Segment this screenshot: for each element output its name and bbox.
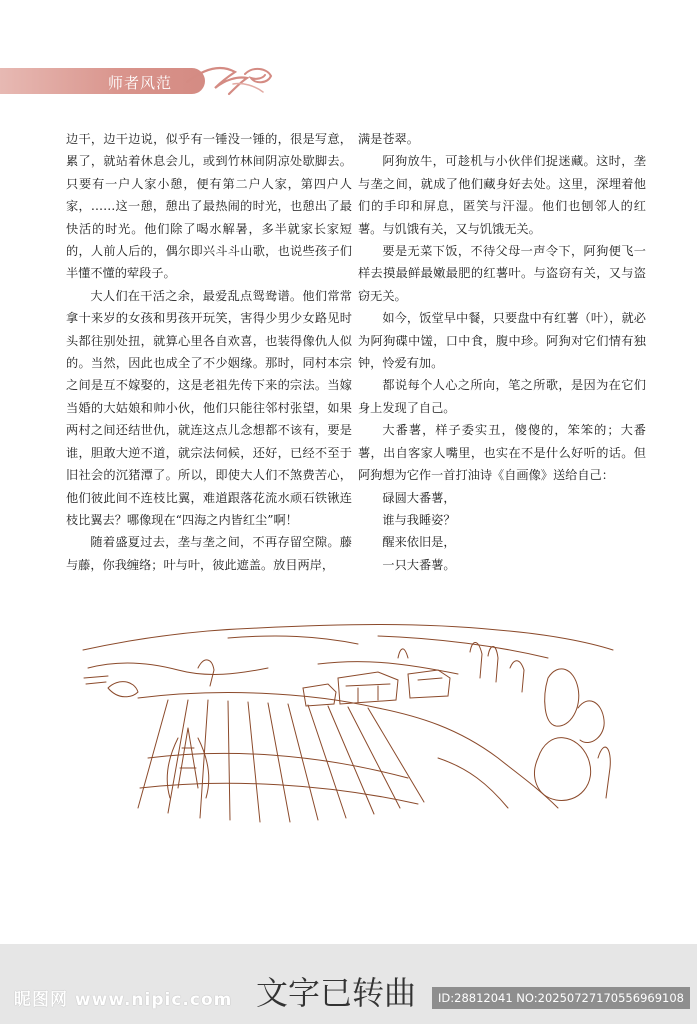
paragraph: 要是无菜下饭，不待父母一声令下，阿狗便飞一样去摸最鲜最嫩最肥的红薯叶。与盗窃有关，又与盗窃无关。 — [358, 244, 646, 303]
paragraph: 随着盛夏过去，垄与垄之间，不再存留空隙。藤与藤，你我缠络；叶与叶，彼此遮盖。放目两岸， — [66, 535, 352, 572]
poem-line: 碌圆大番薯， — [382, 490, 456, 505]
section-banner — [0, 68, 205, 94]
left-text-column — [66, 128, 352, 576]
right-text-column — [358, 128, 646, 576]
countryside-field-sketch — [78, 608, 618, 833]
swallow-ornament-icon — [185, 58, 277, 98]
paragraph: 大人们在干活之余，最爱乱点鸳鸯谱。他们常常拿十来岁的女孩和男孩开玩笑，害得少男少女路见时头都往别处扭，就算心里各自欢喜，也装得像仇人似的。当然，因此也成全了不少姻缘。那时，同村本宗之间是互不嫁娶的，这是老祖先传下来的宗法。当嫁当婚的大姑娘和帅小伙，他们只能往邻村张望，如果两村之间还结世仇，就连这点儿念想都不该有，要是谁，胆敢大逆不道，就宗法伺候，还好，已经不至于旧社会的沉猪潭了。所以，即使大人们不煞费苦心，他们彼此间不连枝比翼，难道跟落花流水顽石铁锹连枝比翼去？哪像现在“四海之内皆红尘”啊！ — [66, 288, 352, 527]
paragraph: 阿狗放牛，可趁机与小伙伴们捉迷藏。这时，垄与垄之间，就成了他们藏身好去处。这里，深埋着他们的手印和屏息，匿笑与汗湿。他们也刨邻人的红薯。与饥饿有关，又与饥饿无关。 — [358, 154, 646, 236]
paragraph: 边干，边干边说，似乎有一锤没一锤的，很是写意，累了，就站着休息会儿，或到竹林间阴凉处歇脚去。只要有一户人家小憩，便有第二户人家，第四户人家，……这一憩，憩出了最热闹的时光，也憩出了最快活的时光。他们除了喝水解暑，多半就家长家短的，人前人后的，偶尔即兴斗斗山歌，也说些孩子们半懂不懂的荤段子。 — [66, 132, 352, 281]
paragraph: 如今，饭堂早中餐，只要盘中有红薯（叶），就必为阿狗碟中馐，口中食，腹中珍。阿狗对它们情有独钟，怜爱有加。 — [358, 311, 646, 371]
site-watermark: 昵图网 www.nipic.com — [14, 990, 233, 1010]
paragraph: 大番薯，样子委实丑，傻傻的，笨笨的；大番薯，出自客家人嘴里，也实在不是什么好听的话。但阿狗想为它作一首打油诗《自画像》送给自己： — [358, 423, 646, 483]
paragraph: 都说每个人心之所向，笔之所歌，是因为在它们身上发现了自己。 — [358, 378, 646, 415]
section-title: 师者风范 — [108, 74, 173, 92]
outline-stamp: 文字已转曲 — [256, 974, 417, 1012]
paragraph: 满是苍翠。 — [358, 132, 419, 146]
poem-line: 醒来依旧是， — [382, 535, 456, 550]
image-id-strip: ID:28812041 NO:20250727170556969108 — [432, 987, 690, 1009]
poem-line: 一只大番薯。 — [382, 557, 456, 572]
poem-line: 谁与我睡姿？ — [382, 512, 456, 527]
